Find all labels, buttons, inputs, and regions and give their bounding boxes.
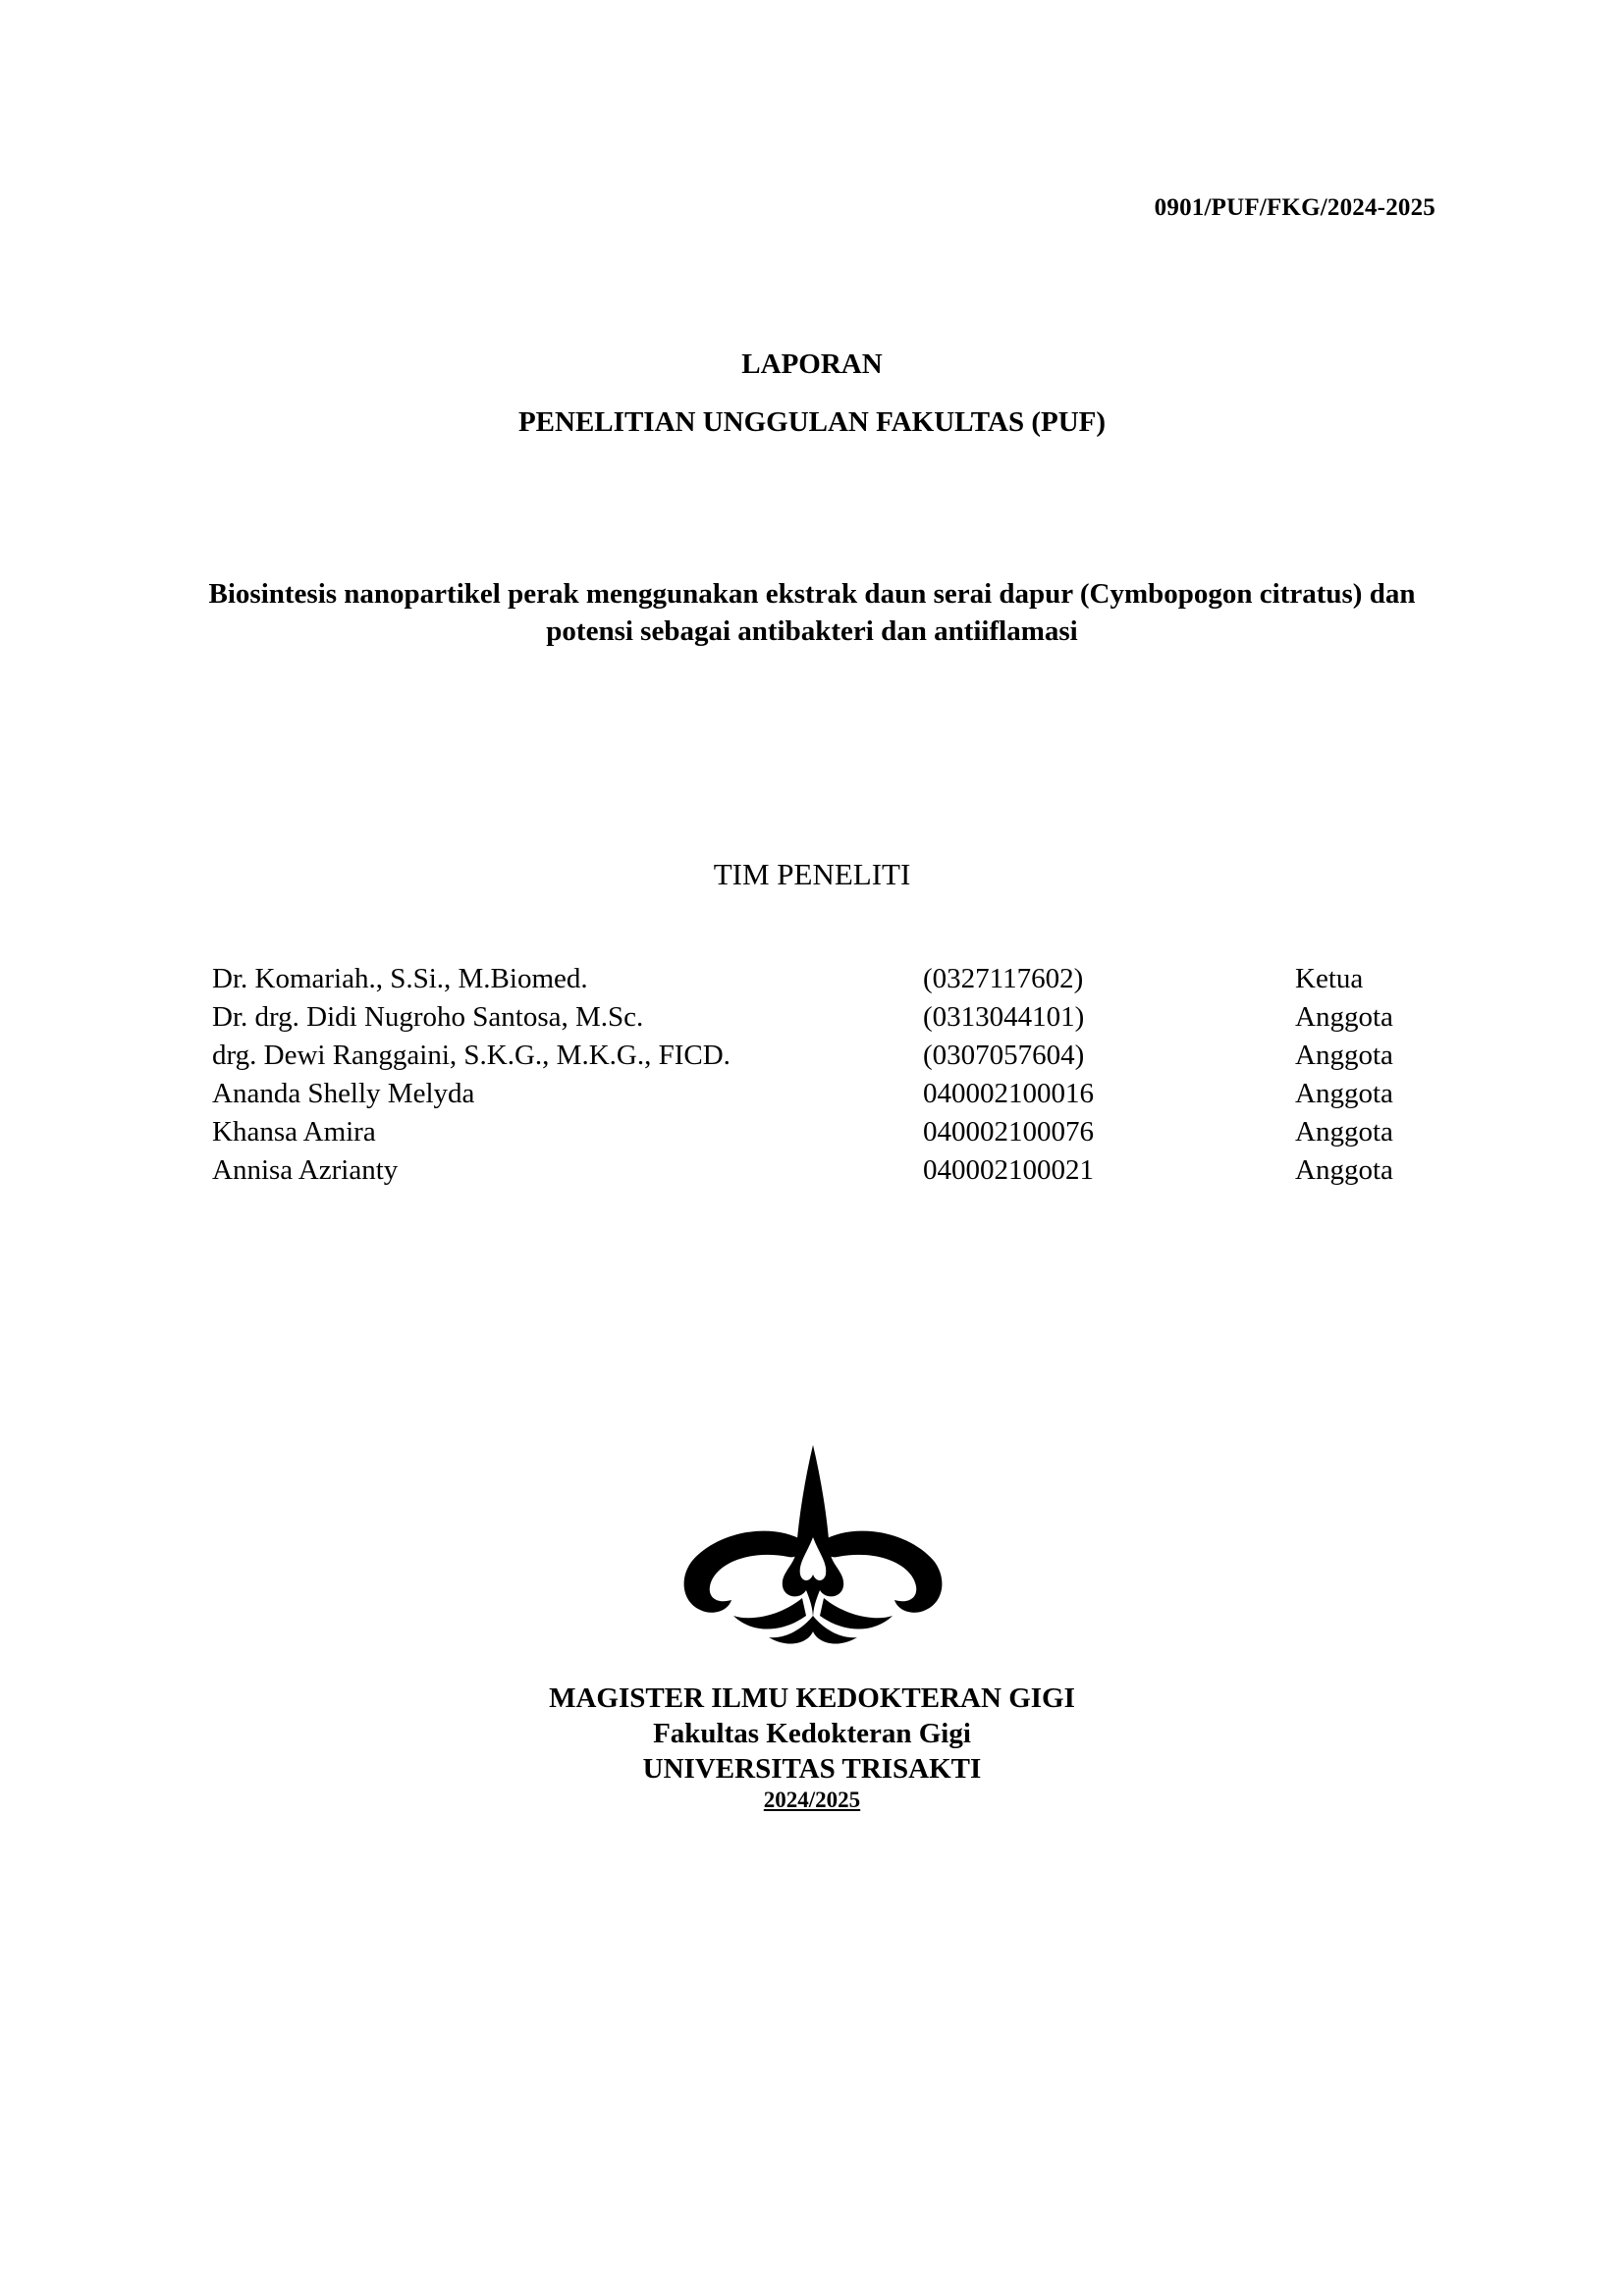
member-name: Annisa Azrianty bbox=[212, 1154, 399, 1186]
member-id: 040002100016 bbox=[923, 1078, 1094, 1109]
faculty-name: Fakultas Kedokteran Gigi bbox=[653, 1718, 971, 1749]
academic-year: 2024/2025 bbox=[763, 1788, 861, 1812]
report-title-block bbox=[0, 348, 1624, 439]
document-number: 0901/PUF/FKG/2024-2025 bbox=[1154, 194, 1435, 221]
member-id: (0307057604) bbox=[923, 1040, 1085, 1071]
report-title: LAPORAN bbox=[741, 348, 883, 380]
research-title: Biosintesis nanopartikel perak menggunakan ekstrak daun serai dapur (Cymbopogon citratus) dan potensi sebagai antibakteri dan antiiflamasi bbox=[208, 578, 1416, 647]
team-row bbox=[212, 1037, 1491, 1075]
team-row bbox=[212, 998, 1491, 1037]
team-table bbox=[212, 960, 1491, 1190]
member-role: Ketua bbox=[1295, 963, 1364, 994]
report-subtitle: PENELITIAN UNGGULAN FAKULTAS (PUF) bbox=[517, 406, 1107, 438]
member-name: Dr. drg. Didi Nugroho Santosa, M.Sc. bbox=[212, 1001, 644, 1033]
university-name: UNIVERSITAS TRISAKTI bbox=[642, 1753, 982, 1785]
member-id: 040002100021 bbox=[923, 1154, 1094, 1186]
member-name: drg. Dewi Ranggaini, S.K.G., M.K.G., FICD. bbox=[212, 1040, 731, 1071]
member-name: Dr. Komariah., S.Si., M.Biomed. bbox=[212, 963, 588, 994]
team-row bbox=[212, 960, 1491, 998]
program-name: MAGISTER ILMU KEDOKTERAN GIGI bbox=[549, 1682, 1075, 1714]
team-row bbox=[212, 1075, 1491, 1113]
member-id: 040002100076 bbox=[923, 1116, 1094, 1148]
team-row bbox=[212, 1151, 1491, 1190]
team-row bbox=[212, 1113, 1491, 1151]
member-id: (0313044101) bbox=[923, 1001, 1085, 1033]
institution-block bbox=[0, 1681, 1624, 1814]
member-role: Anggota bbox=[1295, 1001, 1393, 1033]
member-name: Ananda Shelly Melyda bbox=[212, 1078, 475, 1109]
member-role: Anggota bbox=[1295, 1154, 1393, 1186]
team-heading: TIM PENELITI bbox=[713, 857, 911, 891]
member-role: Anggota bbox=[1295, 1116, 1393, 1148]
university-emblem-icon bbox=[678, 1443, 947, 1651]
member-name: Khansa Amira bbox=[212, 1116, 376, 1148]
member-id: (0327117602) bbox=[923, 963, 1084, 994]
member-role: Anggota bbox=[1295, 1078, 1393, 1109]
member-role: Anggota bbox=[1295, 1040, 1393, 1071]
